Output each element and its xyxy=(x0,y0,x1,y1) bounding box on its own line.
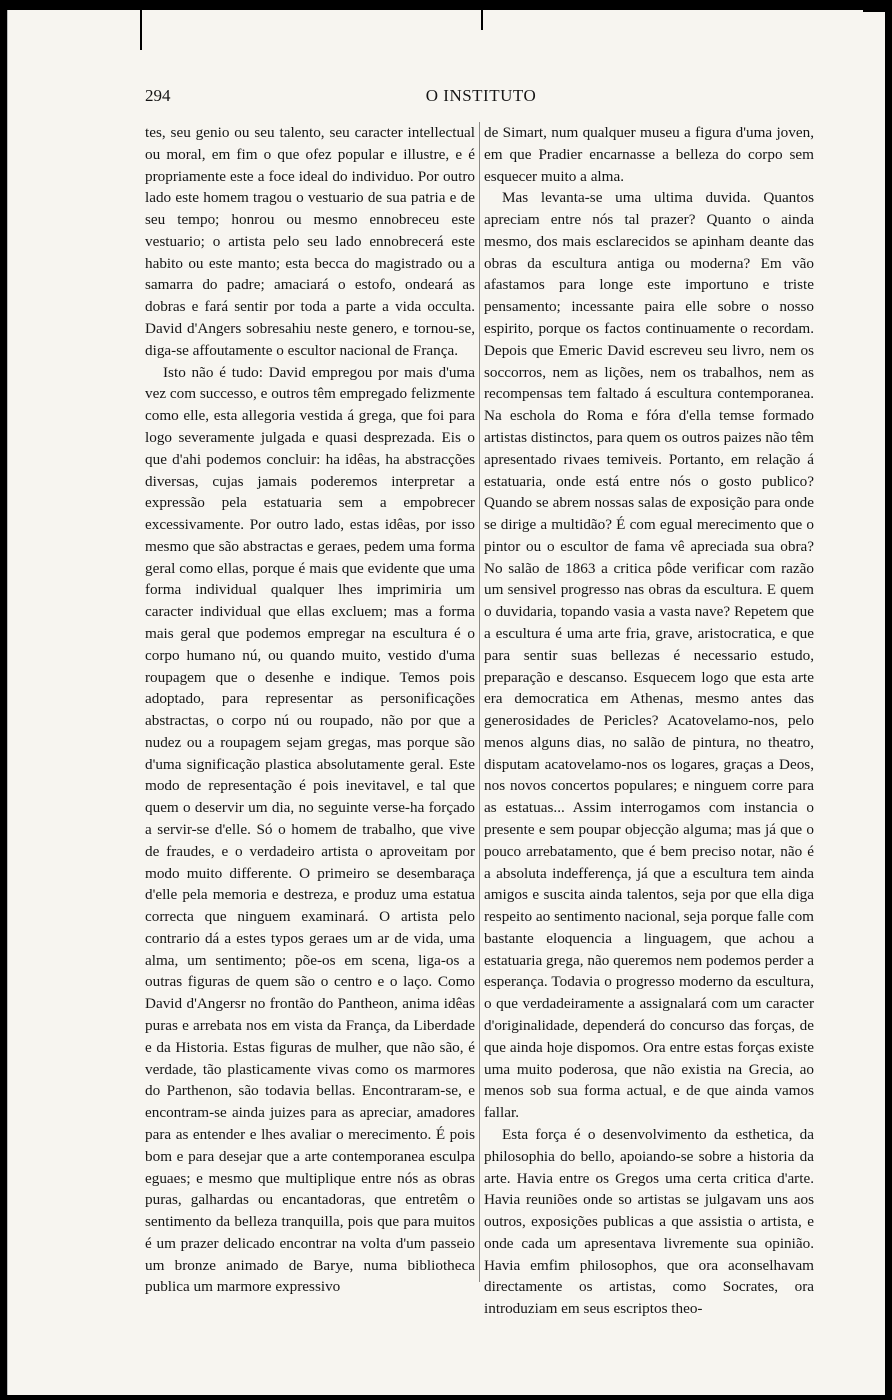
paragraph: de Simart, num qualquer museu a figura d'uma joven, em que Pradier encarnasse a belleza do corpo sem esquecer muito a alma. xyxy=(484,124,814,185)
paragraph: tes, seu genio ou seu talento, seu caracter intellectual ou moral, em fim o que ofez popular e illustre, e é propriamente este a foce ideal do individuo. Por outro lado este homem tragou o vestuario de sua patria e de seu tempo; honrou ou mesmo ennobreceu este vestuario; o artista pelo seu lado ennobrecerá este habito ou este manto; esta becca do magistrado ou a samarra do padre; amaciará o estofo, ondeará as dobras e fará sentir por toda a parte a vida occulta. David d'Angers sobresahiu neste genero, e tornou-se, diga-se affoutamente o escultor nacional de França. xyxy=(145,124,475,359)
paragraph: Mas levanta-se uma ultima duvida. Quantos apreciam entre nós tal prazer? Quanto o ainda mesmo, dos mais esclarecidos se apinham deante das obras da escultura antiga ou moderna? Em vão afastamos para longe este importuno e triste pensamento; incessante paira elle sobre o nosso espirito, porque os factos continuamente o recordam. Depois que Emeric David escreveu seu livro, nem os soccorros, nem as lições, nem os trabalhos, nem as recompensas tem faltado á escultura contemporanea. Na eschola do Roma e fóra d'ella temse formado artistas distinctos, para quem os outros paizes não têm apresentado rivaes temiveis. Portanto, em relação á estatuaria, onde está entre nós o gosto publico? Quando se abrem nossas salas de exposição para onde se dirige a multidão? É com egual merecimento que o pintor ou o escultor de fama vê apreciada sua obra? No salão de 1863 a critica pôde verificar com razão um sensivel progresso nas obras da escultura. E quem o duvidaria, topando vasia a vasta nave? Repetem que a escultura é uma arte fria, grave, aristocratica, e que para sentir suas bellezas é necessario estudo, preparação e descanso. Esquecem logo que esta arte era democratica em Athenas, mesmo antes das generosidades de Pericles? Acatovelamo-nos, pelo menos alguns dias, no salão de pintura, no theatro, disputam acatovelamo-nos os logares, graças a Deos, nos novos concertos populares; e ninguem corre para as estatuas... Assim interrogamos com instancia o presente e sem poupar objecção alguma; mas já que o pouco arrebatamento, que é bem preciso notar, não é a absoluta indefferença, já que a escultura tem ainda amigos e suscita ainda talentos, seja por que ella diga respeito ao sentimento nacional, seja porque falle com bastante eloquencia a linguagem, que achou a estatuaria grega, não queremos nem podemos perder a esperança. Todavia o progresso moderno da escultura, o que verdadeiramente a assignalará com um caracter d'originalidade, dependerá do concurso das forças, de que ainda hoje dispomos. Ora entre estas forças existe uma muito poderosa, que não existia na Grecia, ao menos sob sua forma actual, e de que ainda vamos fallar. xyxy=(484,189,814,1122)
column-divider xyxy=(479,122,480,1282)
page-edge xyxy=(7,10,8,1395)
paragraph: Esta força é o desenvolvimento da esthetica, da philosophia do bello, apoiando-se sobre a historia da arte. Havia entre os Gregos uma certa critica d'arte. Havia reuniões onde so artistas se julgavam uns aos outros, exposições publicas a que assistia o artista, e onde cada um apresentava livremente sua opinião. Havia emfim philosophos, que ora aconselhavam directamente os artistas, como Socrates, ora introduziam em seus escriptos theo- xyxy=(484,1125,814,1318)
margin-tick xyxy=(140,10,142,50)
paragraph: Isto não é tudo: David empregou por mais d'uma vez com successo, e outros têm empregado felizmente como elle, esta allegoria vestida á grega, que foi para logo severamente julgada e quasi desprezada. Eis o que d'ahi podemos concluir: ha idêas, ha abstracções diversas, cujas jamais poderemos interpretar a expressão pela estatuaria sem a empobrecer excessivamente. Por outro lado, estas idêas, por isso mesmo que são abstractas e geraes, pedem uma forma geral como ellas, porque é mais que evidente que uma forma individual qualquer lhes imprimiria um caracter individual que ellas excluem; mas a forma mais geral que podemos empregar na escultura é o corpo humano nú, ou quando muito, vestido d'uma roupagem que o desenhe e indique. Temos pois adoptado, para representar as personificações abstractas, o corpo nú ou roupado, não por que a nudez ou a roupagem sejam gregas, mas porque são d'uma significação plastica absolutamente geral. Este modo de representação é pois inevitavel, e tal que quem o deservir um dia, no seguinte verse-ha forçado a servir-se d'elle. Só o homem de trabalho, que vive de fraudes, e o verdadeiro artista o aproveitam por modo muito differente. O primeiro se desembaraça d'elle pela memoria e destreza, e produz uma estatua correcta que ninguem examinará. O artista pelo contrario dá a estes typos geraes um ar de vida, uma alma, um sentimento; põe-os em scena, liga-os a outras figuras de quem são o centro e o laço. Como David d'Angersr no frontão do Pantheon, anima idêas puras e arrebata nos em vista da França, da Liberdade e da Historia. Estas figuras de mulher, que não são, é verdade, tão plasticamente vivas como os marmores do Parthenon, são todavia bellas. Encontraram-se, e encontram-se ainda juizes para as apreciar, amadores para as entender e lhes avaliar o merecimento. É pois bom e para desejar que a arte contemporanea esculpa eguaes; e mesmo que multiplique entre nós as obras puras, galhardas ou encantadoras, que entretêm o sentimento da belleza tranquilla, pois que para muitos é um prazer delicado encontrar na volta d'um passeio um bronze animado de Barye, numa bibliotheca publica um marmore expressivo xyxy=(145,363,475,1296)
running-title: O INSTITUTO xyxy=(425,86,537,105)
page-number: 294 xyxy=(145,86,171,105)
page-header xyxy=(145,86,817,110)
page-sheet xyxy=(7,10,885,1395)
right-column xyxy=(484,122,814,1320)
margin-tick xyxy=(863,10,885,12)
margin-tick xyxy=(481,10,483,30)
left-column xyxy=(145,122,475,1298)
